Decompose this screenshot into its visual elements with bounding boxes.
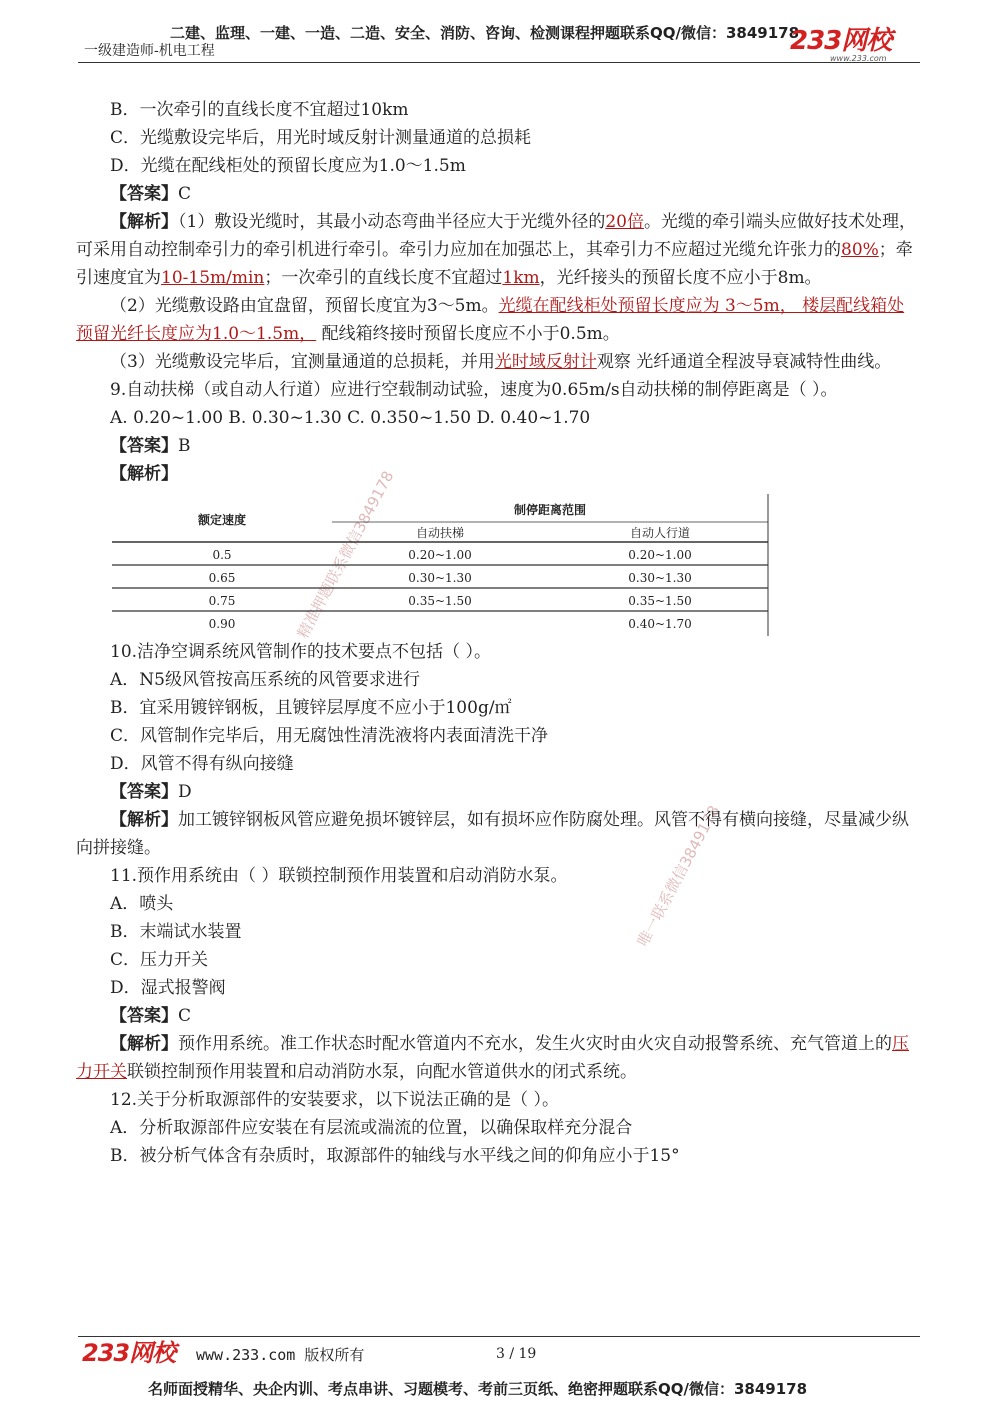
q8-analysis-2 (76, 292, 918, 348)
q8-analysis-3 (76, 348, 918, 376)
highlight: 光时域反射计 (494, 352, 597, 372)
highlight: 光缆在配线柜处预留长度应为 3～5m， 楼层配线箱处预留光纤长度应为1.0～1.5m， (76, 296, 905, 344)
table-graphic (76, 492, 918, 638)
q10-analysis (76, 806, 918, 862)
q12-stem: 12.关于分析取源部件的安装要求，以下说法正确的是（ ）。 (110, 1090, 559, 1110)
analysis-text: 观察 光纤通道全程波导衰减特性曲线。 (596, 352, 892, 372)
braking-distance-table (76, 492, 918, 638)
analysis-text: 配线箱终接时预留长度应不小于0.5m。 (316, 324, 620, 344)
watermark: 精准押题联系微信3849178 (293, 467, 398, 642)
highlight: 20倍 (605, 212, 644, 232)
cell-escalator: 0.30~1.30 (408, 571, 472, 585)
cell-escalator: 0.20~1.00 (408, 548, 472, 562)
q9-options: A. 0.20~1.00 B. 0.30~1.30 C. 0.350~1.50 D. 0.40~1.70 (110, 408, 591, 428)
q11-option-b: B．末端试水装置 (110, 922, 242, 942)
logo-text: 233网校 (790, 26, 892, 56)
analysis-text: （2）光缆敷设路由宜盘留，预留长度宜为3～5m。 (110, 296, 499, 316)
cell-walkway: 0.40~1.70 (628, 617, 692, 631)
analysis-text: （3）光缆敷设完毕后，宜测量通道的总损耗，并用 (110, 352, 495, 372)
cell-speed: 0.90 (208, 617, 236, 631)
answer-label: 【答案】 (110, 782, 178, 802)
header-subtitle: 一级建造师-机电工程 (84, 43, 215, 59)
page-number: 3 / 19 (496, 1346, 537, 1362)
answer-label: 【答案】 (110, 436, 178, 456)
q11-option-d: D．湿式报警阀 (110, 978, 226, 998)
q11-option-a: A．喷头 (110, 894, 174, 914)
highlight: 10-15m/min (161, 268, 265, 288)
q10-option-a: A．N5级风管按高压系统的风管要求进行 (110, 670, 420, 690)
header-divider (78, 62, 920, 63)
cell-speed: 0.65 (208, 571, 236, 585)
logo-url: www.233.com (830, 54, 887, 63)
answer-value: D (178, 782, 192, 802)
th-group: 制停距离范围 (513, 503, 587, 517)
q11-answer (76, 1002, 918, 1030)
cell-walkway: 0.30~1.30 (628, 571, 692, 585)
cell-speed: 0.75 (208, 594, 236, 608)
highlight: 1km (502, 268, 540, 288)
analysis-text: 联锁控制预作用装置和启动消防水泵，向配水管道供水的闭式系统。 (127, 1062, 637, 1082)
th-walkway: 自动人行道 (629, 526, 691, 540)
header-promo: 二建、监理、一建、一造、二造、安全、消防、咨询、检测课程押题联系QQ/微信：3849178 (170, 24, 800, 42)
q11-option-c: C．压力开关 (110, 950, 209, 970)
analysis-text: （1）敷设光缆时，其最小动态弯曲半径应大于光缆外径的 (178, 212, 606, 232)
q9-analysis-label: 【解析】 (110, 464, 178, 484)
q8-answer (76, 180, 918, 208)
answer-value: C (178, 184, 192, 204)
answer-label: 【答案】 (110, 184, 178, 204)
cell-walkway: 0.20~1.00 (628, 548, 692, 562)
q9-stem: 9.自动扶梯（或自动人行道）应进行空载制动试验，速度为0.65m/s自动扶梯的制停距离是（ ）。 (110, 380, 838, 400)
analysis-text: 预作用系统。准工作状态时配水管道内不充水，发生火灾时由火灾自动报警系统、充气管道上的 (178, 1034, 892, 1054)
q10-option-c: C．风管制作完毕后，用无腐蚀性清洗液将内表面清洗干净 (110, 726, 549, 746)
cell-escalator: 0.35~1.50 (408, 594, 472, 608)
analysis-text: 。光缆的牵引端头应做好技术处理，可采用自动控制牵引力的牵引机进行牵引。牵引力应加在加强芯上，其牵引力不应超过光缆允许张力的 (76, 212, 916, 260)
q10-answer (76, 778, 918, 806)
answer-value: B (178, 436, 191, 456)
footer-copyright: www.233.com 版权所有 (196, 1346, 365, 1364)
answer-value: C (178, 1006, 192, 1026)
footer-divider (78, 1336, 920, 1337)
header-logo (790, 28, 920, 63)
q12-option-b: B．被分析气体含有杂质时，取源部件的轴线与水平线之间的仰角应小于15° (110, 1146, 680, 1166)
q11-analysis (76, 1030, 918, 1086)
highlight: 80% (841, 240, 879, 260)
footer-logo (82, 1340, 175, 1366)
watermark: 唯一联系微信3849178 (633, 802, 724, 950)
q10-option-b: B．宜采用镀锌钢板，且镀锌层厚度不应小于100g/㎡ (110, 698, 512, 718)
answer-label: 【答案】 (110, 1006, 178, 1026)
analysis-text: 加工镀锌钢板风管应避免损坏镀锌层，如有损坏应作防腐处理。风管不得有横向接缝，尽量减少纵向拼接缝。 (76, 810, 909, 858)
main-content (76, 96, 918, 1170)
analysis-label: 【解析】 (110, 212, 178, 232)
analysis-text: ；牵引速度宜为 (76, 240, 913, 288)
q8-option-d: D．光缆在配线柜处的预留长度应为1.0～1.5m (110, 156, 466, 176)
q8-option-b: B．一次牵引的直线长度不宜超过10km (110, 100, 409, 120)
highlight: 压力开关 (76, 1034, 909, 1082)
q9-answer (76, 432, 918, 460)
analysis-label: 【解析】 (110, 810, 178, 830)
q10-stem: 10.洁净空调系统风管制作的技术要点不包括（ ）。 (110, 642, 491, 662)
q12-option-a: A．分析取源部件应安装在有层流或湍流的位置，以确保取样充分混合 (110, 1118, 633, 1138)
q11-stem: 11.预作用系统由（ ）联锁控制预作用装置和启动消防水泵。 (110, 866, 568, 886)
analysis-text: ，光纤接头的预留长度不应小于8m。 (539, 268, 822, 288)
table-body (209, 548, 692, 631)
cell-speed: 0.5 (212, 548, 232, 562)
q10-option-d: D．风管不得有纵向接缝 (110, 754, 294, 774)
analysis-text: ；一次牵引的直线长度不宜超过 (264, 268, 503, 288)
th-escalator: 自动扶梯 (415, 526, 465, 540)
th-speed: 额定速度 (197, 513, 247, 527)
analysis-label: 【解析】 (110, 1034, 178, 1054)
footer-promo: 名师面授精华、央企内训、考点串讲、习题模考、考前三页纸、绝密押题联系QQ/微信：3849178 (148, 1380, 808, 1398)
cell-walkway: 0.35~1.50 (628, 594, 692, 608)
q8-analysis-1 (76, 208, 918, 292)
q8-option-c: C．光缆敷设完毕后，用光时域反射计测量通道的总损耗 (110, 128, 532, 148)
logo-text: 233网校 (82, 1339, 176, 1367)
